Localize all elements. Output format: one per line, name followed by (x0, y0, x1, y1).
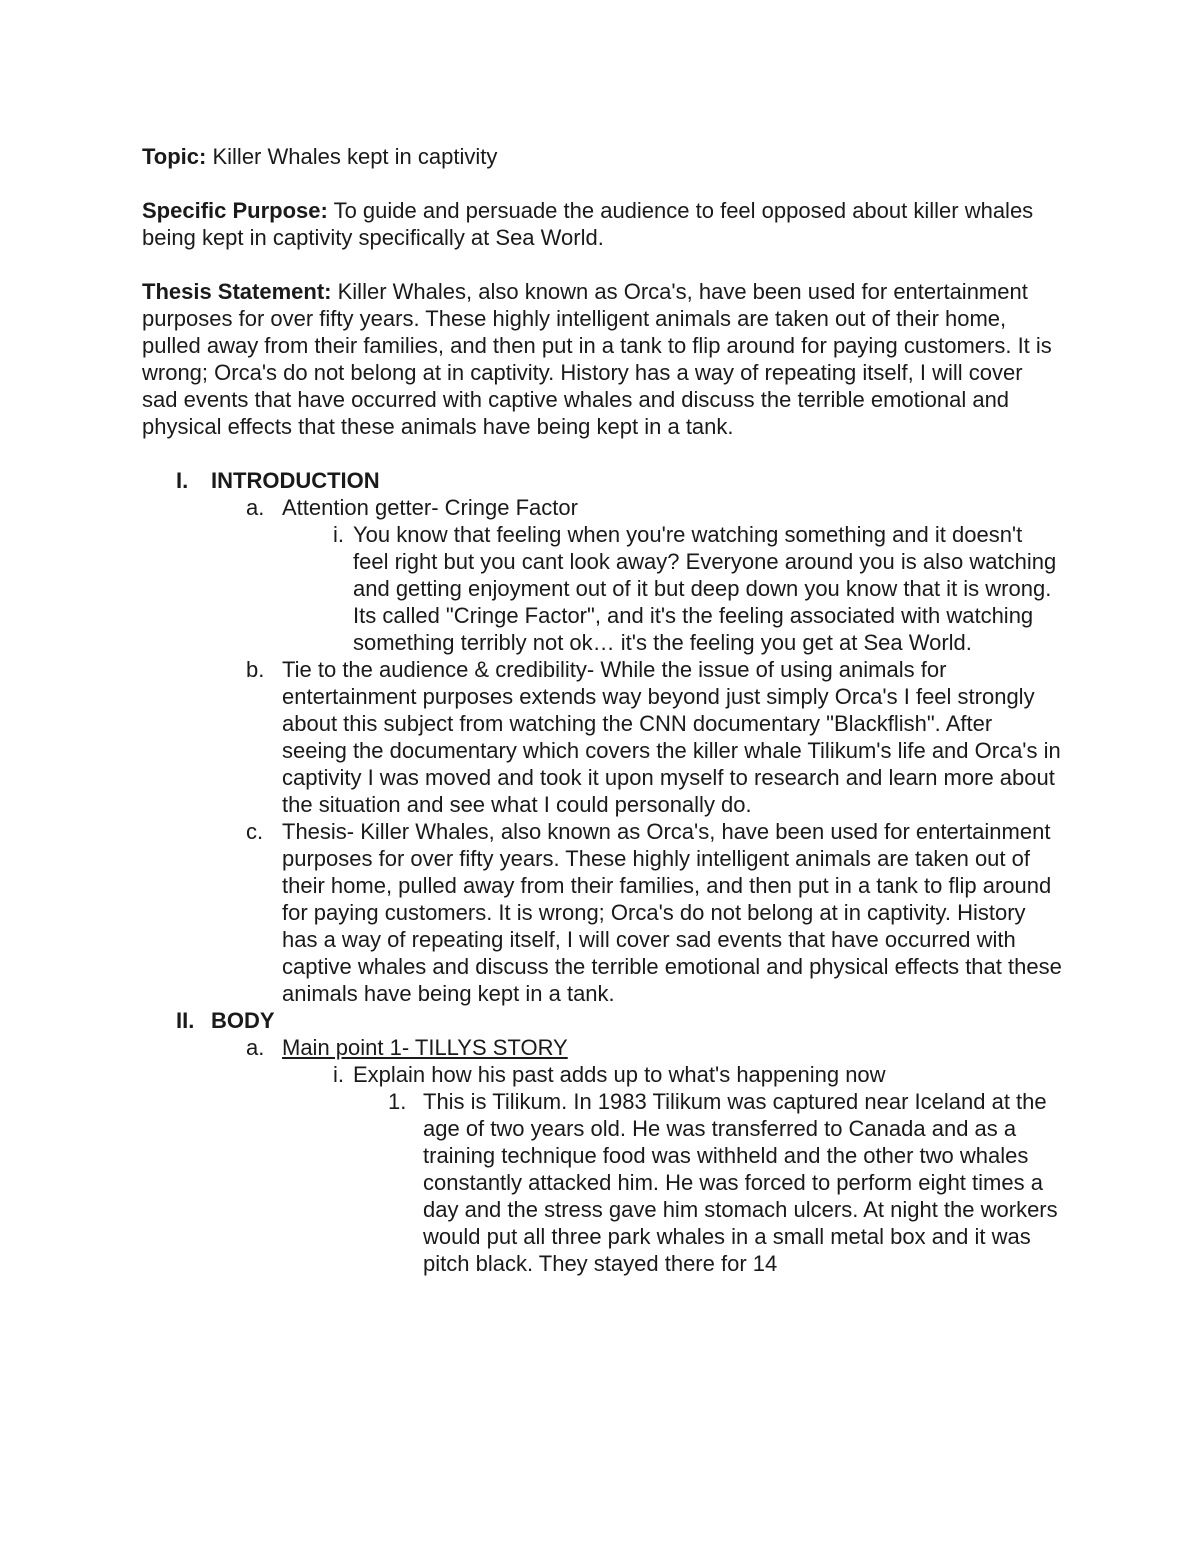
purpose-line (142, 197, 1062, 251)
section-heading: BODY (211, 1008, 275, 1033)
outline-item (246, 1034, 1062, 1061)
outline-text: Explain how his past adds up to what's happening now (353, 1062, 886, 1087)
outline-item (246, 656, 1062, 818)
thesis-line (142, 278, 1062, 440)
topic-label: Topic: (142, 144, 207, 169)
outline-number: I. (176, 468, 189, 493)
thesis-label: Thesis Statement: (142, 279, 332, 304)
outline-letter: a. (246, 495, 265, 520)
purpose-text: To guide and persuade the audience to feel opposed about killer whales being kept in captivity specifically at Sea World. (142, 198, 1034, 250)
outline-text: Attention getter- Cringe Factor (282, 495, 578, 520)
document-page (142, 143, 1062, 1277)
outline-intro (176, 467, 1062, 494)
outline-number: II. (176, 1008, 195, 1033)
outline-arabic: 1. (388, 1089, 407, 1114)
outline-roman: i. (333, 1062, 344, 1087)
topic-text: Killer Whales kept in captivity (212, 144, 498, 169)
outline-item (246, 494, 1062, 521)
outline-text: Tie to the audience & credibility- While the issue of using animals for entertainment purposes extends way beyond just simply Orca's I feel strongly about this subject from watching the CNN documentary "Blackflish". After seeing the documentary which covers the killer whale Tilikum's life and Orca's in captivity I was moved and took it upon myself to research and learn more about the situation and see what I could personally do. (282, 657, 1061, 817)
outline-item (320, 521, 1062, 656)
outline-item (388, 1088, 1062, 1277)
outline-roman: i. (333, 522, 344, 547)
outline-text: This is Tilikum. In 1983 Tilikum was captured near Iceland at the age of two years old. He was transferred to Canada and as a training technique food was withheld and the other two whales constantly attacked him. He was forced to perform eight times a day and the stress gave him stomach ulcers. At night the workers would put all three park whales in a small metal box and it was pitch black. They stayed there for 14 (423, 1089, 1058, 1276)
outline-letter: c. (246, 819, 264, 844)
outline-text: Thesis- Killer Whales, also known as Orca's, have been used for entertainment purposes for over fifty years. These highly intelligent animals are taken out of their home, pulled away from their families, and then put in a tank to flip around for paying customers. It is wrong; Orca's do not belong at in captivity. History has a way of repeating itself, I will cover sad events that have occurred with captive whales and discuss the terrible emotional and physical effects that these animals have being kept in a tank. (282, 819, 1062, 1006)
outline-item (246, 818, 1062, 1007)
section-heading: INTRODUCTION (211, 468, 380, 493)
outline-text: You know that feeling when you're watching something and it doesn't feel right but you cant look away? Everyone around you is also watching and getting enjoyment out of it but deep down you know that it is wrong. Its called "Cringe Factor", and it's the feeling associated with watching something terribly not ok… it's the feeling you get at Sea World. (353, 522, 1057, 655)
outline-body (176, 1007, 1062, 1034)
main-point-heading: Main point 1- TILLYS STORY (282, 1035, 568, 1060)
purpose-label: Specific Purpose: (142, 198, 328, 223)
outline-letter: b. (246, 657, 265, 682)
topic-line (142, 143, 1062, 170)
outline-item (320, 1061, 1062, 1088)
thesis-text: Killer Whales, also known as Orca's, have been used for entertainment purposes for over fifty years. These highly intelligent animals are taken out of their home, pulled away from their families, and then put in a tank to flip around for paying customers. It is wrong; Orca's do not belong at in captivity. History has a way of repeating itself, I will cover sad events that have occurred with captive whales and discuss the terrible emotional and physical effects that these animals have being kept in a tank. (142, 279, 1052, 439)
outline-letter: a. (246, 1035, 265, 1060)
